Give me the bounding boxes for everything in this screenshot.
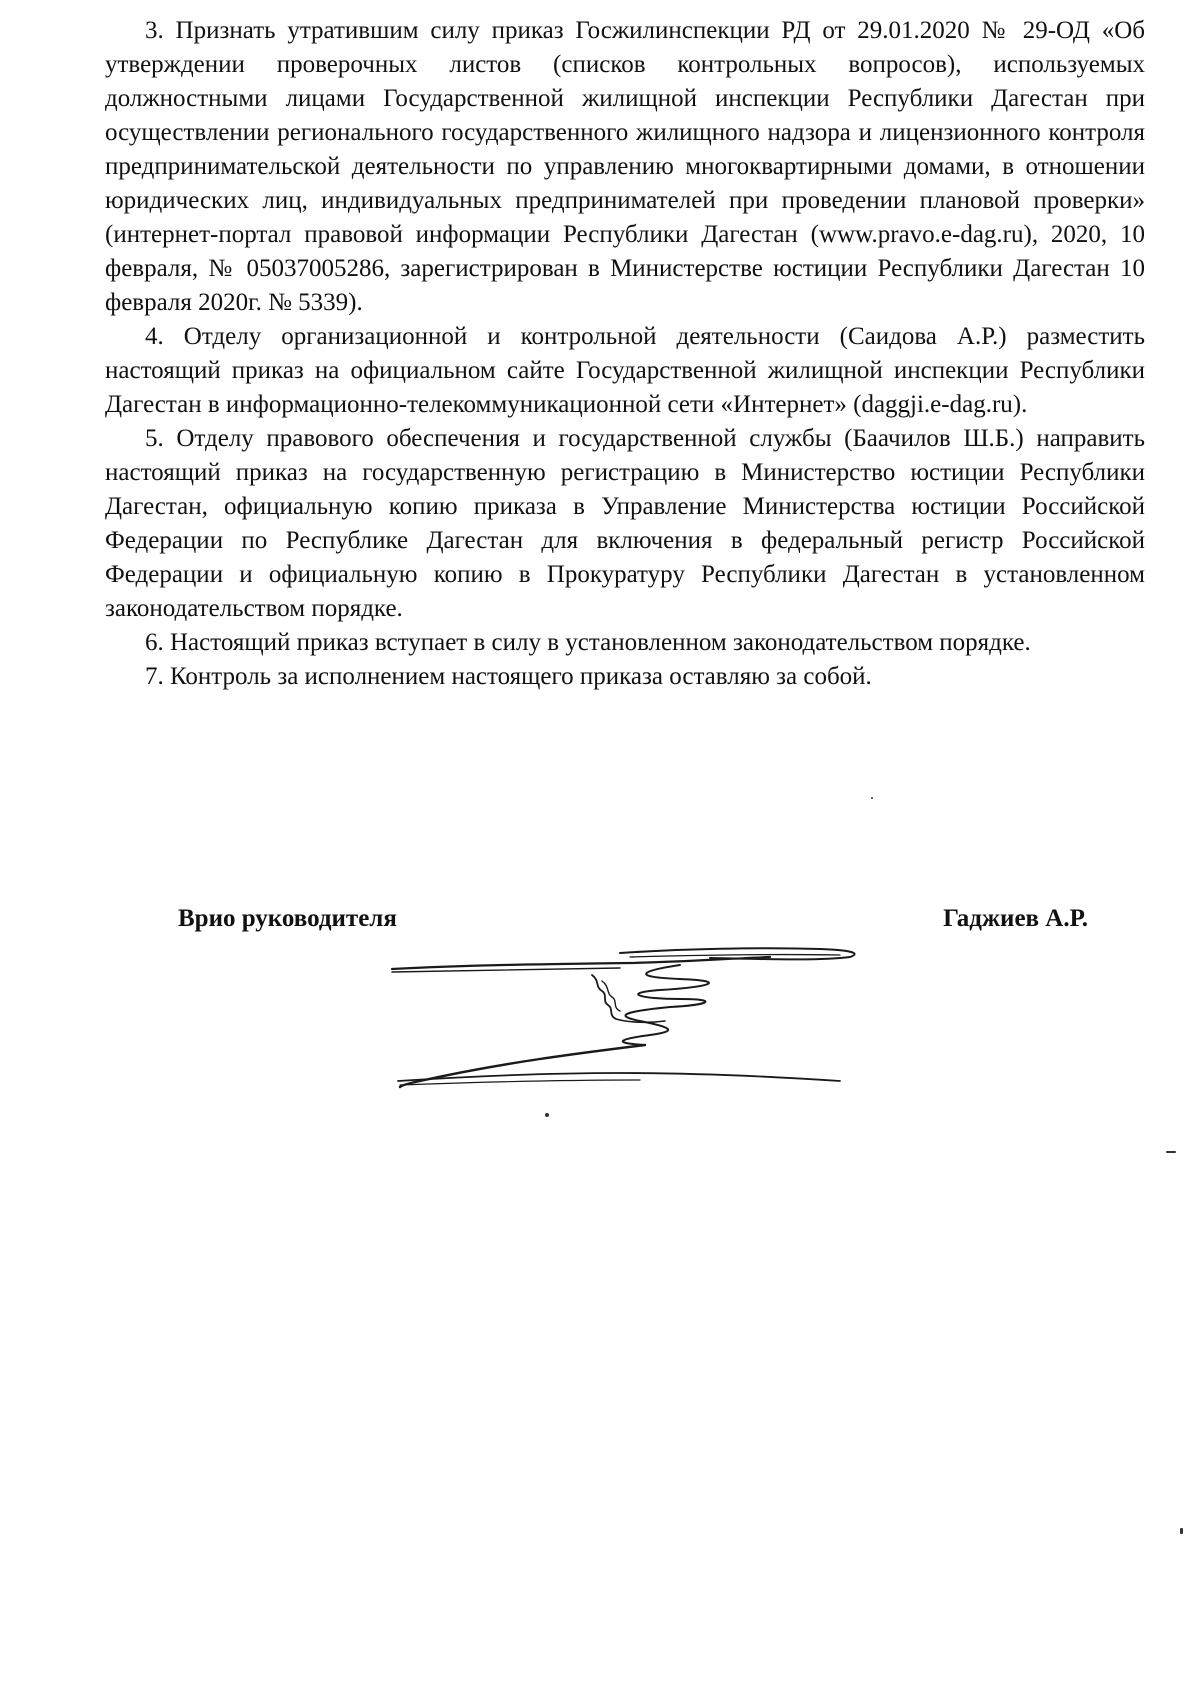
- signatory-position: Врио руководителя: [178, 905, 397, 932]
- paragraph-7-control: 7. Контроль за исполнением настоящего приказа оставляю за собой.: [145, 663, 872, 690]
- paragraph-5-state-registration: 5. Отделу правового обеспечения и государственной службы (Баачилов Ш.Б.) направить настоящий приказ на государственную регистрацию в Министерство юстиции Республики Дагестан, официальную копию приказа в Управление Министерства юстиции Российской Федерации по Республике Дагестан для включения в федеральный регистр Российской Федерации и официальную копию в Прокуратуру Республики Дагестан в установленном законодательством порядке.: [105, 425, 1145, 622]
- paragraph-6-entry-into-force: 6. Настоящий приказ вступает в силу в установленном законодательством порядке.: [145, 629, 1031, 656]
- signatory-name: Гаджиев А.Р.: [943, 905, 1088, 932]
- paragraph-4-publish-on-site: 4. Отделу организационной и контрольной деятельности (Саидова А.Р.) разместить настоящий приказ на официальном сайте Государственной жилищной инспекции Республики Дагестан в информационно-телекоммуникационной сети «Интернет» (daggji.e-dag.ru).: [105, 323, 1145, 418]
- handwritten-signature: [380, 935, 920, 1110]
- scan-mark: [1166, 1151, 1176, 1153]
- scan-mark: [1180, 1528, 1183, 1534]
- paragraph-3-repeal-order: 3. Признать утратившим силу приказ Госжилинспекции РД от 29.01.2020 № 29-ОД «Об утверждении проверочных листов (списков контрольных вопросов), используемых должностными лицами Государственной жилищной инспекции Республики Дагестан при осуществлении регионального государственного жилищного надзора и лицензионного контроля предпринимательской деятельности по управлению многоквартирными домами, в отношении юридических лиц, индивидуальных предпринимателей при проведении плановой проверки» (интернет-портал правовой информации Республики Дагестан (www.pravo.e-dag.ru), 2020, 10 февраля, № 05037005286, зарегистрирован в Министерстве юстиции Республики Дагестан 10 февраля 2020г. № 5339).: [105, 17, 1145, 316]
- order-body: [105, 14, 1145, 694]
- scan-dot: [871, 797, 873, 799]
- scan-dot: [545, 1113, 549, 1117]
